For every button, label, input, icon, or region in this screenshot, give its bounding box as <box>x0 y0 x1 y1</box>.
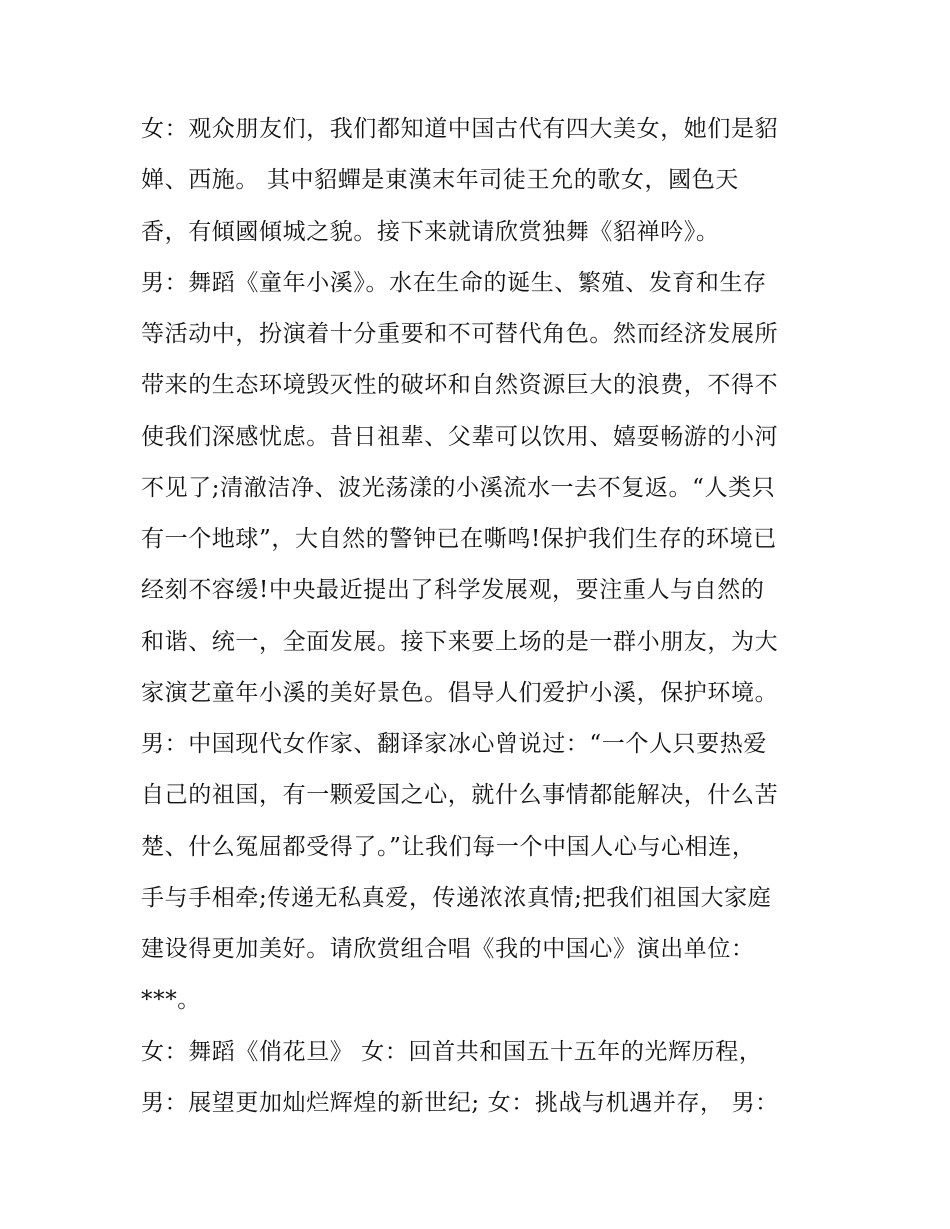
text-line: 使我们深感忧虑。昔日祖辈、父辈可以饮用、嬉耍畅游的小河 <box>141 423 779 450</box>
text-line: 等活动中，扮演着十分重要和不可替代角色。然而经济发展所 <box>141 321 779 347</box>
text-line: 手与手相牵;传递无私真爱，传递浓浓真情;把我们祖国大家庭 <box>141 884 772 911</box>
text-line: 婵、西施。 其中貂蟬是東漢末年司徒王允的歌女，國色天 <box>141 167 739 194</box>
text-line: 家演艺童年小溪的美好景色。倡导人们爱护小溪，保护环境。 <box>141 679 779 706</box>
text-line: 香，有傾國傾城之貌。接下来就请欣赏独舞《貂禅吟》。 <box>141 218 720 245</box>
text-line: 有一个地球”，大自然的警钟已在嘶鸣!保护我们生存的环境已 <box>141 526 777 552</box>
text-line: 男：展望更加灿烂辉煌的新世纪; 女：挑战与机遇并存， 男： <box>141 1089 779 1116</box>
text-line: 女：舞蹈《俏花旦》 女：回首共和国五十五年的光辉历程， <box>141 1038 763 1065</box>
text-line: 经刻不容缓!中央最近提出了科学发展观，要注重人与自然的 <box>141 577 765 604</box>
text-line: 男：舞蹈《童年小溪》。水在生命的诞生、繁殖、发育和生存 <box>141 269 767 296</box>
text-line: ***。 <box>141 987 201 1014</box>
text-line: 带来的生态环境毁灭性的破坏和自然资源巨大的浪费，不得不 <box>141 372 779 399</box>
text-line: 男：中国现代女作家、翻译家冰心曾说过：“一个人只要热爱 <box>141 731 767 757</box>
text-line: 楚、什么冤屈都受得了。”让我们每一个中国人心与心相连， <box>141 833 756 860</box>
text-line: 女：观众朋友们，我们都知道中国古代有四大美女，她们是貂 <box>141 116 779 142</box>
text-line: 和谐、统一，全面发展。接下来要上场的是一群小朋友，为大 <box>141 628 779 655</box>
text-line: 不见了;清澈洁净、波光荡漾的小溪流水一去不复返。“人类只 <box>141 474 776 501</box>
text-line: 自己的祖国，有一颗爱国之心，就什么事情都能解决，什么苦 <box>141 782 779 809</box>
body-text <box>141 110 821 1135</box>
text-line: 建设得更加美好。请欣赏组合唱《我的中国心》演出单位： <box>141 936 755 962</box>
